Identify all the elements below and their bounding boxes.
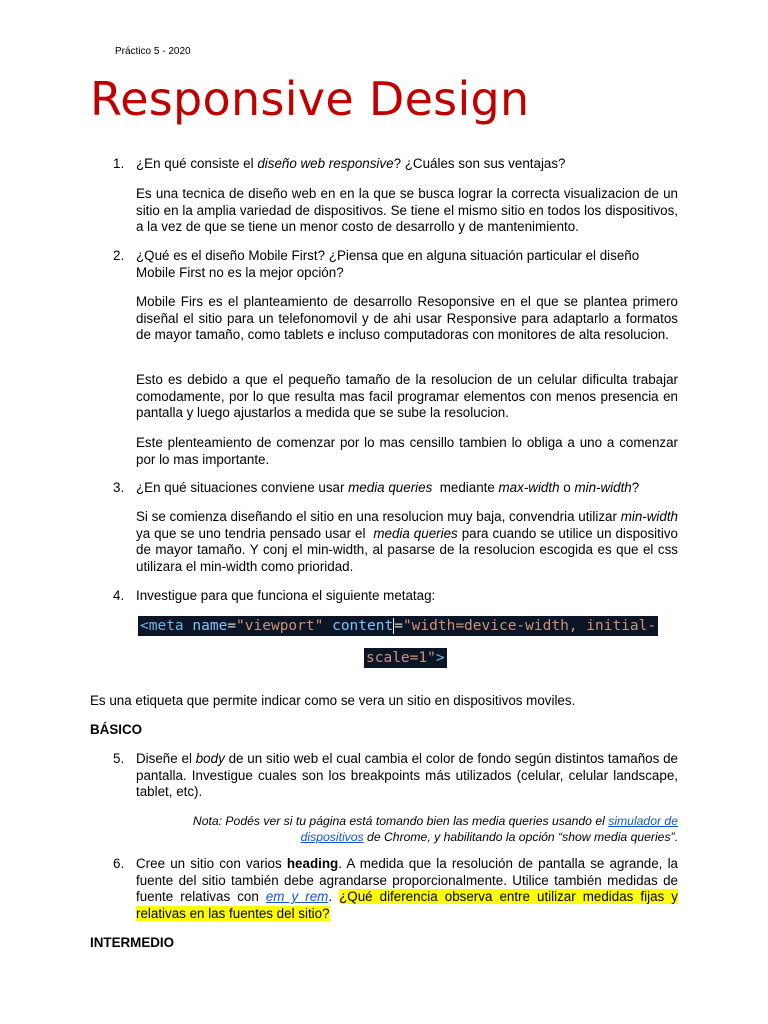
page-title: Responsive Design [90, 72, 530, 126]
question-number: 4. [113, 588, 125, 603]
question-number: 2. [113, 248, 125, 263]
question-text: Diseñe el body de un sitio web el cual cambia el color de fondo según distintos tamaños de pantalla. Investigue cuales son los breakpoints más utilizados (celular, celular landscape, tablet, etc). [136, 751, 678, 799]
answer-2-paragraph-2: Esto es debido a que el pequeño tamaño de la resolucion de un celular dificulta trabajar comodamente, por lo que resulta mas facil programar elementos con menos presencia en pantalla y luego ajustarlos a medida que se sube la resolucion. [136, 372, 678, 420]
question-text: Investigue para que funciona el siguiente metatag: [136, 588, 436, 603]
page-header: Práctico 5 - 2020 [115, 46, 191, 57]
code-snippet-line-2: scale=1"> [366, 650, 445, 666]
simulador-link[interactable]: simulador de dispositivos [300, 814, 678, 844]
question-number: 3. [113, 480, 125, 495]
answer-2-paragraph-1: Mobile Firs es el planteamiento de desarrollo Resoponsive en el que se plantea primero diseñal el sitio para un telefonomovil y de ahi usar Responsive para adaptarlo a formatos de mayor tamaño, como tablets e incluso computadoras con monitores de alta resolucion. [136, 294, 678, 342]
question-text: ¿En qué situaciones conviene usar media queries mediante max-width o min-width? [136, 480, 640, 495]
answer-2-paragraph-3: Este plenteamiento de comenzar por lo mas censillo tambien lo obliga a uno a comenzar por lo mas importante. [136, 435, 678, 467]
code-snippet-line-1: <meta name="viewport" content="width=device-width, initial- [140, 618, 657, 634]
note: Nota: Podés ver si tu página está tomando bien las media queries usando el simulador de dispositivos de Chrome, y habilitando la opción “show media queries”. [192, 814, 678, 844]
section-heading-basico: BÁSICO [90, 722, 143, 737]
question-number: 5. [113, 751, 125, 766]
em-rem-link[interactable]: em y rem [265, 889, 329, 904]
question-text: Cree un sitio con varios heading. A medida que la resolución de pantalla se agrande, la fuente del sitio también debe agrandarse proporcionalmente. Utilice también medidas de fuente relativas con em y rem. ¿Qué diferencia observa entre utilizar medidas fijas y relativas en las fuentes del sitio? [136, 856, 678, 921]
answer-1: Es una tecnica de diseño web en en la que se busca lograr la correcta visualizacion de un sitio en la amplia variedad de dispositivos. Se tiene el mismo sitio en todos los dispositivos, a la vez de que se tiene un menor costo de desarrollo y de mantenimiento. [136, 186, 678, 234]
question-number: 6. [113, 856, 125, 871]
highlighted-question: ¿Qué diferencia observa entre utilizar medidas fijas y relativas en las fuentes del sitio? [136, 889, 678, 921]
meta-answer: Es una etiqueta que permite indicar como se vera un sitio en dispositivos moviles. [90, 693, 576, 708]
question-number: 1. [113, 156, 125, 171]
answer-3: Si se comienza diseñando el sitio en una resolucion muy baja, convendria utilizar min-width ya que se uno tendria pensado usar el media queries para cuando se utilice un dispositivo de mayor tamaño. Y conj el min-width, al pasarse de la resolucion escogida es que el css utilizara el min-width como prioridad. [136, 509, 682, 574]
question-text: ¿En qué consiste el diseño web responsive? ¿Cuáles son sus ventajas? [136, 156, 566, 171]
question-text: ¿Qué es el diseño Mobile First? ¿Piensa que en alguna situación particular el diseño Mobile First no es la mejor opción? [136, 248, 640, 280]
section-heading-intermedio: INTERMEDIO [90, 935, 175, 950]
